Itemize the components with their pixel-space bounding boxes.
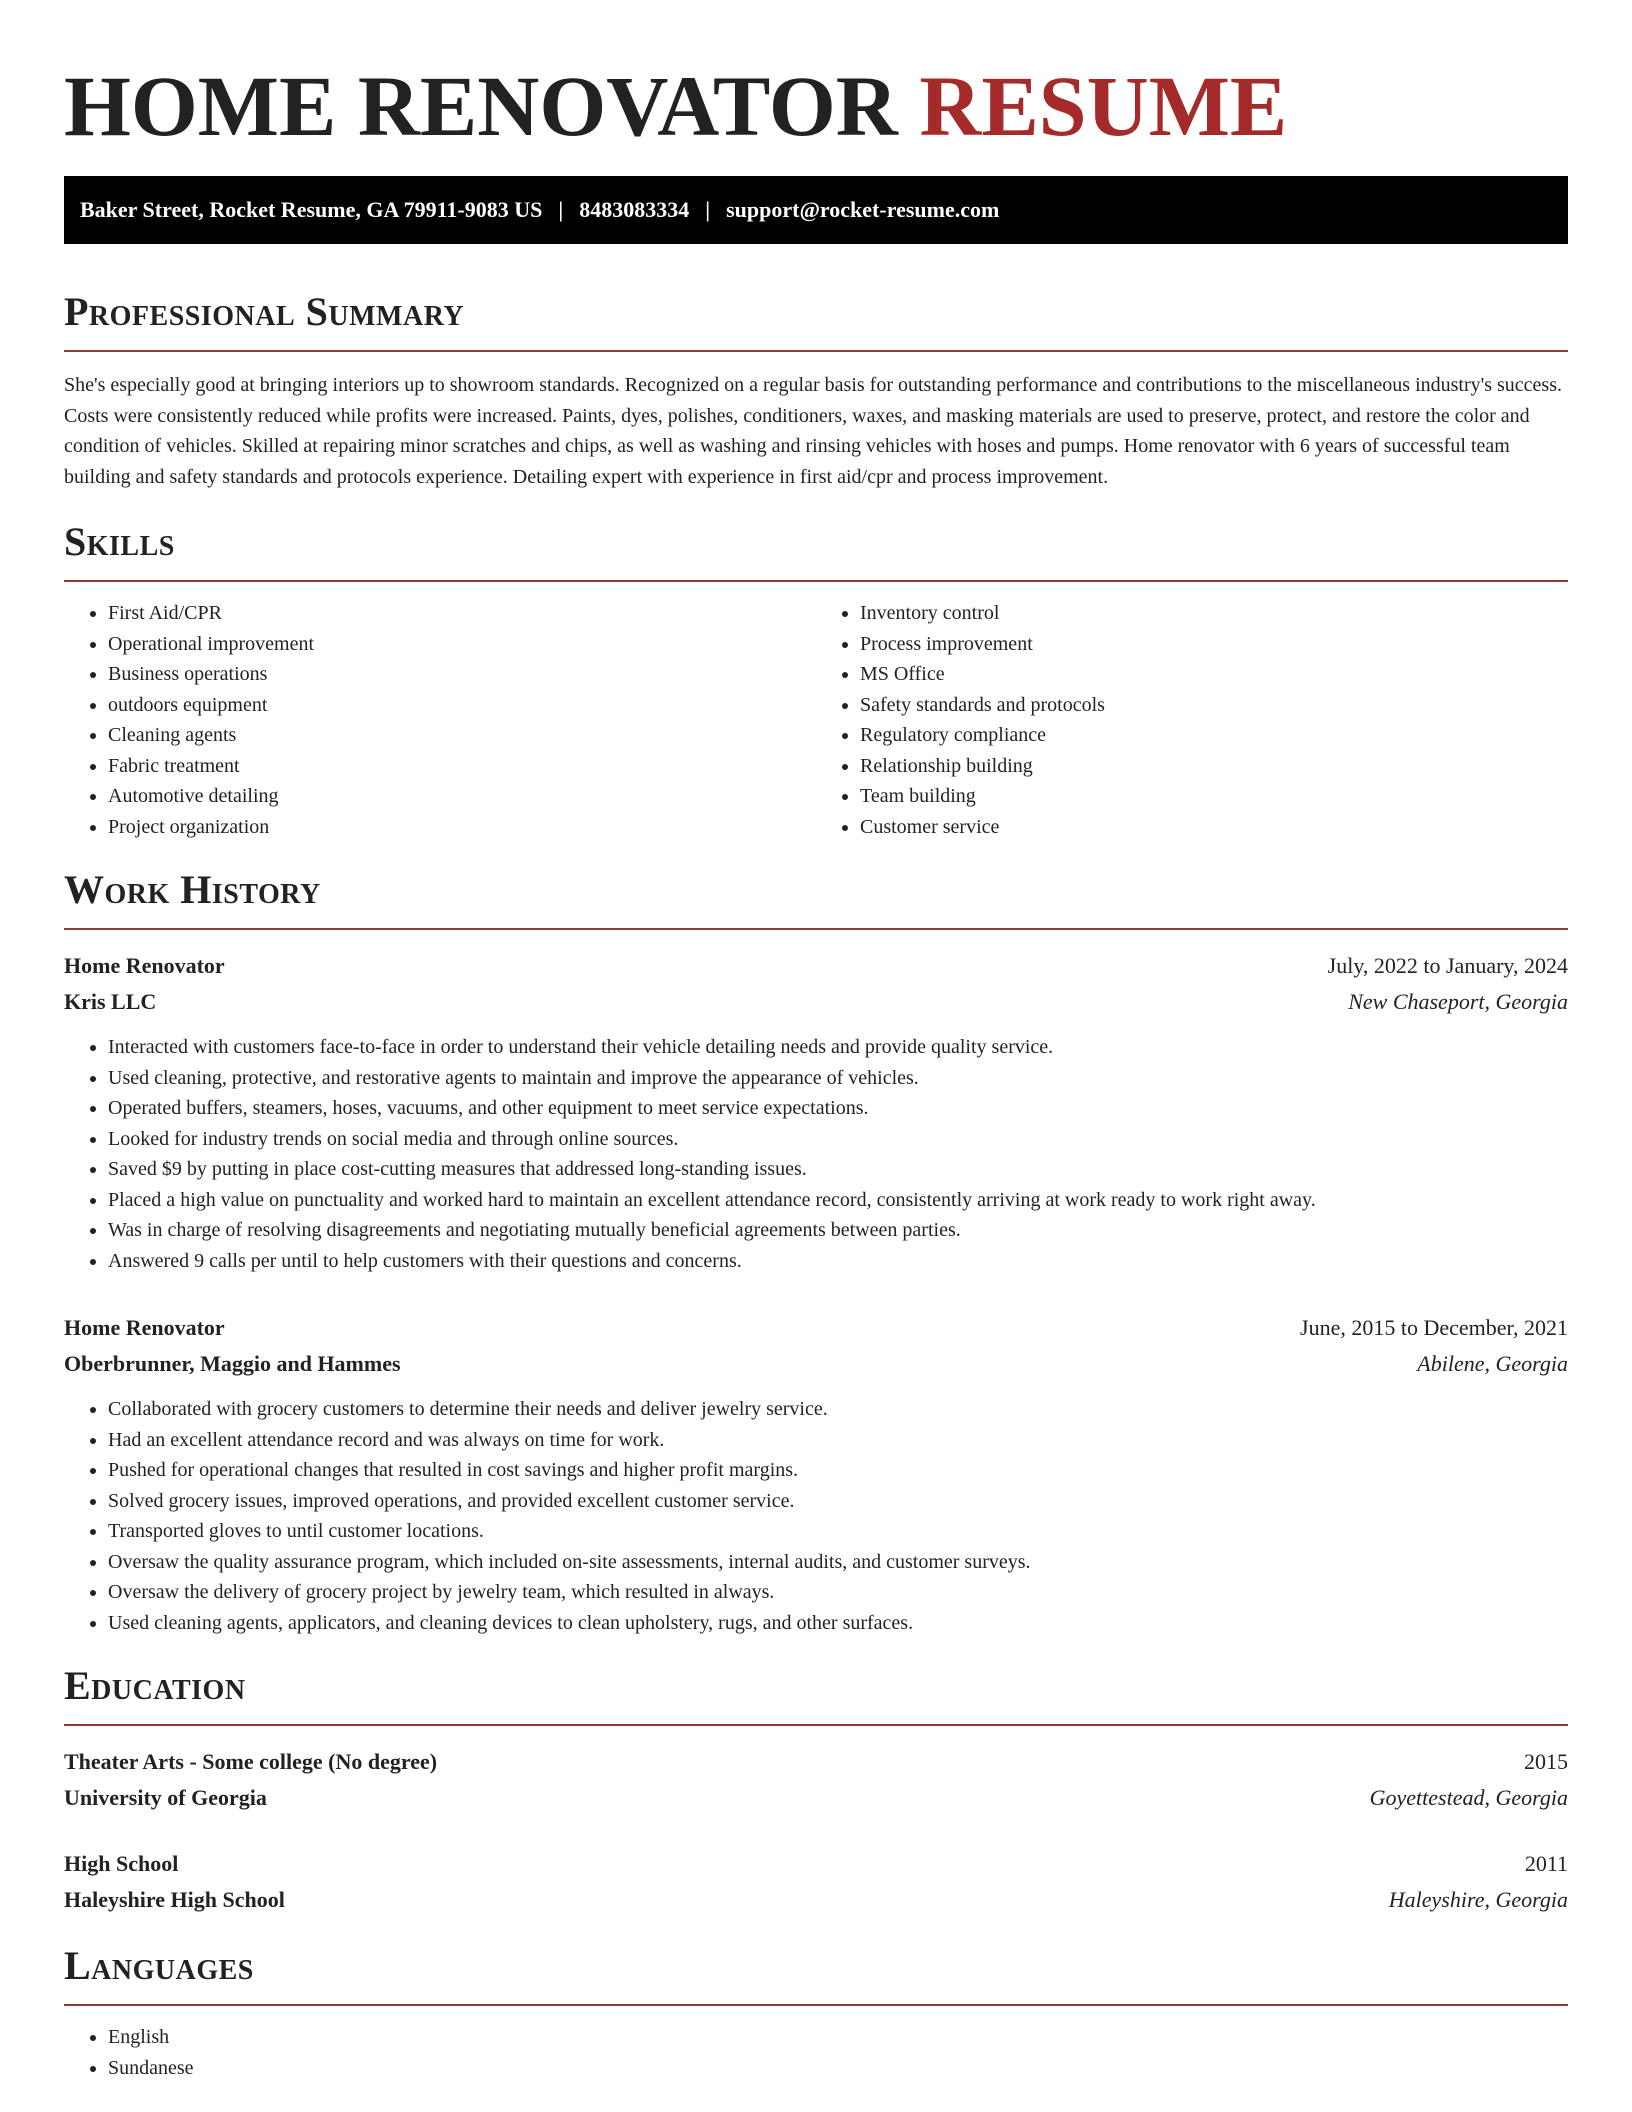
education-year: 2015: [1524, 1749, 1568, 1774]
summary-heading: Professional Summary: [64, 289, 465, 334]
education-section: [64, 1662, 1568, 1918]
contact-bar: [64, 176, 1568, 244]
job-duty-item: • Saved $9 by putting in place cost-cutting measures that addressed long-standing issues.: [108, 1154, 1568, 1185]
education-entry: [64, 1846, 1568, 1918]
job-duty-item: • Oversaw the quality assurance program, which included on-site assessments, internal audits, and customer surveys.: [108, 1547, 1568, 1578]
skill-item: • Business operations: [108, 659, 816, 690]
education-location: Goyettestead, Georgia: [1369, 1785, 1568, 1810]
skill-item: • MS Office: [860, 659, 1568, 690]
education-location: Haleyshire, Georgia: [1388, 1887, 1568, 1912]
section-divider: [64, 1724, 1568, 1726]
summary-section: [64, 288, 1568, 492]
skill-item: • Team building: [860, 781, 1568, 812]
job-dates: June, 2015 to December, 2021: [1300, 1315, 1568, 1340]
job-duty-item: • Used cleaning, protective, and restorative agents to maintain and improve the appearance of vehicles.: [108, 1063, 1568, 1094]
section-divider: [64, 350, 1568, 352]
skill-item: • Safety standards and protocols: [860, 690, 1568, 721]
job-duty-item: • Collaborated with grocery customers to determine their needs and deliver jewelry service.: [108, 1394, 1568, 1425]
work-history-heading: Work History: [64, 867, 321, 912]
skills-grid: [64, 582, 1568, 842]
section-divider: [64, 2004, 1568, 2006]
job-duty-item: • Oversaw the delivery of grocery project by jewelry team, which resulted in always.: [108, 1577, 1568, 1608]
skill-item: • Cleaning agents: [108, 720, 816, 751]
job-company: Kris LLC: [64, 989, 157, 1014]
language-item: • English: [108, 2022, 1568, 2053]
skill-item: • First Aid/CPR: [108, 598, 816, 629]
languages-heading: Languages: [64, 1943, 254, 1988]
job-company: Oberbrunner, Maggio and Hammes: [64, 1351, 401, 1376]
skill-item: • Relationship building: [860, 751, 1568, 782]
education-degree: High School: [64, 1851, 179, 1876]
education-school: Haleyshire High School: [64, 1887, 285, 1912]
skill-item: • Operational improvement: [108, 629, 816, 660]
job-duty-item: • Interacted with customers face-to-face in order to understand their vehicle detailing needs and provide quality service.: [108, 1032, 1568, 1063]
education-year: 2011: [1524, 1851, 1568, 1876]
job-location: New Chaseport, Georgia: [1348, 989, 1568, 1014]
languages-section: [64, 1942, 1568, 2083]
summary-text: She's especially good at bringing interiors up to showroom standards. Recognized on a regular basis for outstanding performance and contributions to the miscellaneous industry's success. Costs were consistently reduced while profits were increased. Paints, dyes, polishes, conditioners, waxes, and masking materials are used to preserve, protect, and restore the color and condition of vehicles. Skilled at repairing minor scratches and chips, as well as washing and rinsing vehicles with hoses and pumps. Home renovator with 6 years of successful team building and safety standards and protocols experience. Detailing expert with experience in first aid/cpr and process improvement.: [64, 374, 1562, 488]
job-title: Home Renovator: [64, 1315, 225, 1340]
education-heading: Education: [64, 1663, 246, 1708]
contact-phone[interactable]: 8483083334: [579, 197, 690, 222]
job-duty-item: • Pushed for operational changes that resulted in cost savings and higher profit margins.: [108, 1455, 1568, 1486]
languages-list: [64, 2022, 1568, 2083]
education-degree: Theater Arts - Some college (No degree): [64, 1749, 438, 1774]
job-duty-item: • Solved grocery issues, improved operations, and provided excellent customer service.: [108, 1486, 1568, 1517]
skill-item: • Project organization: [108, 812, 816, 843]
skills-section: [64, 518, 1568, 842]
language-item: • Sundanese: [108, 2053, 1568, 2084]
job-duty-item: • Had an excellent attendance record and was always on time for work.: [108, 1425, 1568, 1456]
work-history-section: [64, 866, 1568, 1638]
job-duty-item: • Answered 9 calls per until to help customers with their questions and concerns.: [108, 1246, 1568, 1277]
title-accent: RESUME: [919, 58, 1288, 154]
job-duty-item: • Used cleaning agents, applicators, and cleaning devices to clean upholstery, rugs, and other surfaces.: [108, 1608, 1568, 1639]
job-duties-list: [64, 1032, 1568, 1276]
contact-separator: |: [558, 197, 564, 222]
job-duty-item: • Was in charge of resolving disagreements and negotiating mutually beneficial agreements between parties.: [108, 1215, 1568, 1246]
skill-item: • Customer service: [860, 812, 1568, 843]
job-title: Home Renovator: [64, 953, 225, 978]
education-school: University of Georgia: [64, 1785, 267, 1810]
skill-item: • outdoors equipment: [108, 690, 816, 721]
job-duties-list: [64, 1394, 1568, 1638]
job-duty-item: • Transported gloves to until customer locations.: [108, 1516, 1568, 1547]
skill-item: • Fabric treatment: [108, 751, 816, 782]
job-dates: July, 2022 to January, 2024: [1327, 953, 1568, 978]
resume-title: [64, 56, 1568, 156]
job-duty-item: • Placed a high value on punctuality and worked hard to maintain an excellent attendance record, consistently arriving at work ready to work right away.: [108, 1185, 1568, 1216]
skills-list-left: [64, 598, 816, 842]
contact-email[interactable]: support@rocket-resume.com: [726, 197, 1000, 222]
skill-item: • Regulatory compliance: [860, 720, 1568, 751]
skill-item: • Process improvement: [860, 629, 1568, 660]
contact-separator: |: [705, 197, 711, 222]
title-main: HOME RENOVATOR: [64, 58, 898, 154]
skills-heading: Skills: [64, 519, 175, 564]
job-entry: [64, 948, 1568, 1276]
job-duty-item: • Operated buffers, steamers, hoses, vacuums, and other equipment to meet service expectations.: [108, 1093, 1568, 1124]
skill-item: • Automotive detailing: [108, 781, 816, 812]
education-entry: [64, 1744, 1568, 1816]
contact-address: Baker Street, Rocket Resume, GA 79911-9083 US: [80, 197, 543, 222]
job-duty-item: • Looked for industry trends on social media and through online sources.: [108, 1124, 1568, 1155]
section-divider: [64, 928, 1568, 930]
skills-list-right: [816, 598, 1568, 842]
job-location: Abilene, Georgia: [1417, 1351, 1568, 1376]
job-entry: [64, 1310, 1568, 1638]
skill-item: • Inventory control: [860, 598, 1568, 629]
